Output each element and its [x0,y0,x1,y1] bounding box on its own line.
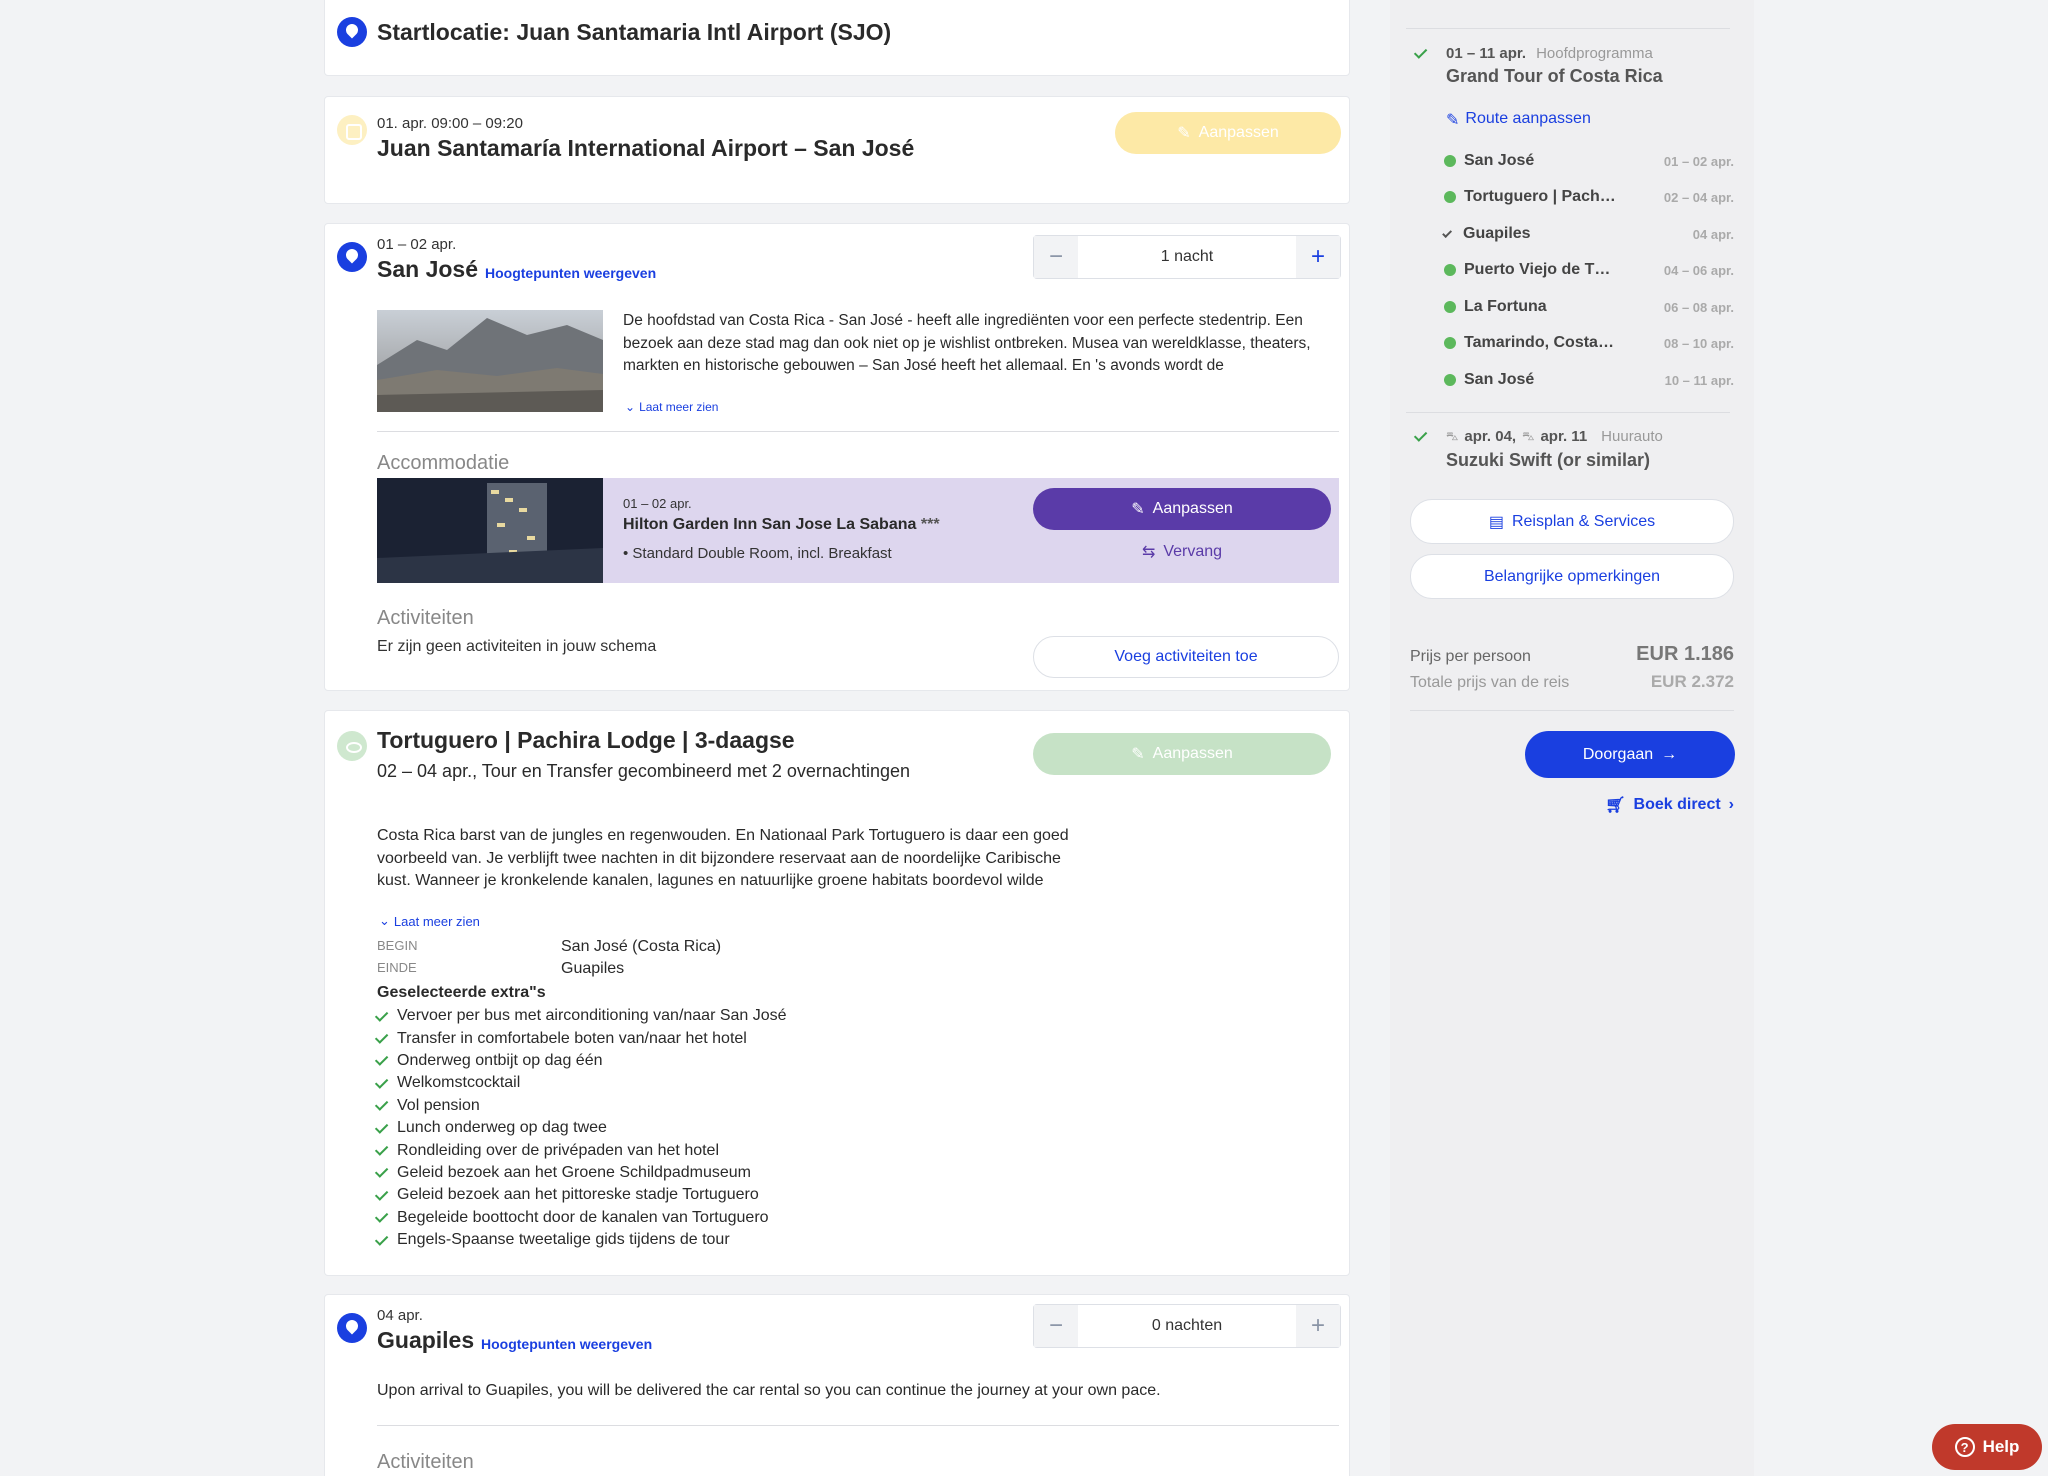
transfer-time: 01. apr. 09:00 – 09:20 [377,115,523,132]
transfer-title: Juan Santamaría International Airport – San José [377,135,915,161]
start-location-card [324,0,1350,76]
program-type: Hoofdprogramma [1536,45,1653,62]
location-pin-icon [337,1313,367,1343]
sanjose-title: San José [377,256,478,282]
check-icon [375,1053,388,1066]
extra-item: Lunch onderweg op dag twee [377,1117,787,1139]
hotel-name: Hilton Garden Inn San Jose La Sabana [623,516,917,533]
status-dot-icon [1444,155,1456,167]
hotel-building-image [377,478,603,583]
document-icon: ▤ [1488,513,1504,531]
check-icon [375,1120,388,1133]
check-icon [375,1142,388,1155]
status-dot-icon [1444,374,1456,386]
pencil-icon: ✎ [1131,746,1145,763]
chevron-down-icon: ⌄ [625,400,636,414]
program-header [1446,45,1653,62]
guapiles-description: Upon arrival to Guapiles, you will be delivered the car rental so you can continue the journey at your own pace. [377,1382,1161,1399]
pencil-icon: ✎ [1177,125,1191,142]
extra-item: Vol pension [377,1095,787,1117]
nights-value: 1 nacht [1160,248,1214,265]
extra-item: Geleid bezoek aan het Groene Schildpadmuseum [377,1162,787,1184]
divider [1410,710,1734,711]
location-pin-icon [337,17,367,47]
extra-item: Begeleide boottocht door de kanalen van Tortuguero [377,1207,787,1229]
hotel-name-row [623,516,940,534]
cart-icon: 🛒︎ [1605,797,1626,814]
help-button[interactable]: ? Help [1932,1424,2042,1470]
car-icon: ⛍ [1522,428,1535,443]
extra-item: Vervoer per bus met airconditioning van/naar San José [377,1005,787,1027]
add-activities-button[interactable]: Voeg activiteiten toe [1033,636,1339,678]
plus-icon[interactable]: + [1296,1305,1340,1347]
car-name: Suzuki Swift (or similar) [1446,450,1651,470]
price-total: EUR 2.372 [1650,672,1734,691]
pencil-icon: ✎ [1131,501,1145,518]
hotel-room: • Standard Double Room, incl. Breakfast [623,545,892,562]
status-dot-icon [1444,337,1456,349]
program-dates: 01 – 11 apr. [1446,45,1527,62]
car-type: Huurauto [1601,428,1663,445]
nights-value: 0 nachten [1151,1317,1223,1334]
stop-item[interactable]: San José 10 – 11 apr. [1444,370,1734,390]
extra-item: Onderweg ontbijt op dag één [377,1050,787,1072]
start-location-title: Startlocatie: Juan Santamaria Intl Airport (SJO) [377,19,892,45]
plus-icon[interactable]: + [1296,236,1340,278]
divider [1406,412,1730,413]
extra-item: Transfer in comfortabele boten van/naar het hotel [377,1027,787,1049]
end-value: Guapiles [561,960,625,977]
sanjose-card [324,223,1350,691]
price-total-label: Totale prijs van de reis [1410,674,1570,691]
stop-item[interactable]: San José 01 – 02 apr. [1444,151,1734,171]
begin-value: San José (Costa Rica) [561,938,722,955]
route-edit-link[interactable]: ✎ Route aanpassen [1446,110,1591,129]
sanjose-nights-stepper[interactable] [1033,235,1341,279]
check-icon [375,1165,388,1178]
check-icon [375,1075,388,1088]
hotel-replace-button[interactable]: ⇆ Vervang [1141,543,1223,561]
hotel-edit-button[interactable]: ✎ Aanpassen [1033,488,1331,530]
arrow-right-icon: → [1661,745,1678,763]
location-pin-icon [337,242,367,272]
hotel-stars: *** [920,516,940,533]
car-from: apr. 04, [1464,428,1517,445]
end-label: EINDE [377,960,417,975]
transfer-car-icon [337,115,367,145]
transfer-edit-button[interactable]: ✎ Aanpassen [1115,112,1341,154]
guapiles-highlights-link[interactable]: Hoogtepunten weergeven [481,1336,653,1352]
chevron-down-icon: ⌄ [379,913,390,928]
divider [377,1425,1339,1426]
tortuguero-description: Costa Rica barst van de jungles en regenwouden. En Nationaal Park Tortuguero is daar een goed voorbeeld van. Je verblijft twee nachten in dit bijzondere reservaat aan de noordelijke Caribische kust. Wanneer je kronkelende kanalen, lagunes en natuurlijke groene habitats boordevol wilde [377,827,1069,889]
extras-list [377,1005,787,1251]
trip-summary-sidebar [1390,0,1754,1476]
car-header [1446,428,1663,445]
extra-item: Engels-Spaanse tweetalige gids tijdens de tour [377,1229,787,1251]
sanjose-dates: 01 – 02 apr. [377,236,457,253]
hotel-dates: 01 – 02 apr. [623,496,692,511]
status-dot-icon [1444,191,1456,203]
check-icon [375,1008,388,1021]
guapiles-card [324,1294,1350,1476]
program-name: Grand Tour of Costa Rica [1446,66,1663,86]
divider [377,431,1339,432]
guapiles-nights-stepper[interactable] [1033,1304,1341,1348]
check-icon [375,1232,388,1245]
stop-item[interactable]: Tortuguero | Pach… 02 – 04 apr. [1444,187,1734,207]
extra-item: Rondleiding over de privépaden van het hotel [377,1139,787,1161]
divider [1406,28,1730,29]
tortuguero-title: Tortuguero | Pachira Lodge | 3-daagse [377,727,795,753]
tortuguero-edit-button[interactable]: ✎ Aanpassen [1033,733,1331,775]
swap-icon: ⇆ [1141,544,1156,561]
question-icon: ? [1955,1437,1975,1457]
stop-item[interactable]: Guapiles 04 apr. [1444,224,1734,244]
continue-button[interactable]: Doorgaan → [1525,731,1735,778]
check-icon [375,1210,388,1223]
eye-icon [337,731,367,761]
guapiles-activities-heading: Activiteiten [377,1451,474,1473]
check-icon [1414,45,1427,58]
tortuguero-more-link[interactable]: ⌄ Laat meer zien [379,913,480,929]
transfer-card [324,96,1350,204]
minus-icon[interactable]: − [1034,236,1078,278]
stop-item[interactable]: Tamarindo, Costa… 08 – 10 apr. [1444,333,1734,353]
extra-item: Geleid bezoek aan het pittoreske stadje Tortuguero [377,1184,787,1206]
check-icon [375,1030,388,1043]
sanjose-more-link[interactable]: ⌄ Laat meer zien [625,400,719,414]
car-icon: ⛍ [1446,428,1459,443]
car-to: apr. 11 [1540,428,1588,445]
check-icon [375,1187,388,1200]
accommodation-heading: Accommodatie [377,452,510,474]
check-icon [1414,428,1427,441]
price-per-person: EUR 1.186 [1636,643,1734,665]
check-icon [375,1098,388,1111]
hotel-panel [377,478,1339,583]
tortuguero-subtitle: 02 – 04 apr., Tour en Transfer gecombineerd met 2 overnachtingen [377,761,911,781]
book-direct-link[interactable]: 🛒︎ Boek direct › [1605,796,1734,814]
activities-heading: Activiteiten [377,607,474,629]
pencil-icon: ✎ [1446,112,1460,129]
tortuguero-card [324,710,1350,1276]
stop-item[interactable]: Puerto Viejo de T… 04 – 06 apr. [1444,260,1734,280]
price-per-person-label: Prijs per persoon [1410,648,1531,665]
guapiles-title: Guapiles [377,1327,475,1353]
extras-heading: Geselecteerde extra"s [377,984,546,1001]
status-dot-icon [1444,301,1456,313]
begin-label: BEGIN [377,938,418,953]
stop-item[interactable]: La Fortuna 06 – 08 apr. [1444,297,1734,317]
important-remarks-button[interactable]: Belangrijke opmerkingen [1410,554,1734,599]
chevron-right-icon: › [1728,796,1734,813]
sanjose-highlights-link[interactable]: Hoogtepunten weergeven [485,265,657,281]
itinerary-services-button[interactable]: ▤ Reisplan & Services [1410,499,1734,544]
no-activities-text: Er zijn geen activiteiten in jouw schema [377,638,657,655]
guapiles-dates: 04 apr. [377,1307,423,1324]
status-dot-icon [1444,264,1456,276]
sanjose-description: De hoofdstad van Costa Rica - San José - heeft alle ingrediënten voor een perfecte stedentrip. Een bezoek aan deze stad mag dan ook niet op je wishlist ontbreken. Musea van wereldklasse, theaters, markten en historische gebouwen – San José heeft het allemaal. En 's avonds wordt de [623,312,1311,374]
san-jose-city-image [377,310,603,412]
check-icon [1442,228,1452,238]
extra-item: Welkomstcocktail [377,1072,787,1094]
minus-icon[interactable]: − [1034,1305,1078,1347]
